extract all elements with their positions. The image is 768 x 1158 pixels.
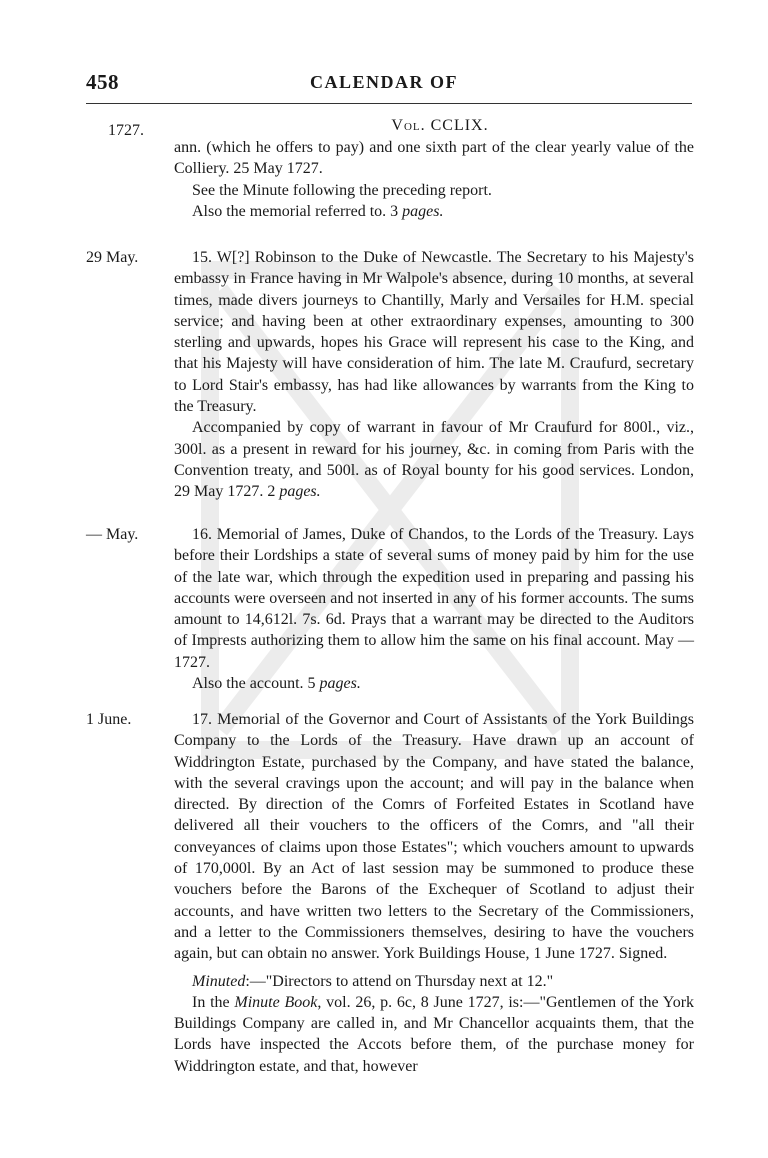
minute-note: Minuted:—"Directors to attend on Thursday next at 12." — [192, 972, 554, 990]
entry-date: 29 May. — [86, 249, 139, 266]
continuation-enclosure: Also the memorial referred to. 3 pages. — [192, 202, 444, 220]
volume-number: CCLIX. — [430, 117, 489, 134]
entry-enclosure: Also the account. 5 pages. — [192, 675, 361, 693]
minute-book-extract: In the Minute Book, vol. 26, p. 6c, 8 June 1727, is:—"Gentlemen of the York Buildings Company are called in, and Mr Chancellor acquaints them, that the Lords have inspected the Accots before them, of the purchase money for Widdrington estate, and that, however — [174, 993, 695, 1075]
entry-paragraph: 17. Memorial of the Governor and Court of Assistants of the York Buildings Company to the Lords of the Treasury. Have drawn up an account of Widdrington Estate, purchased by the Company, and have stated the balance, with the several cravings upon the account; and will pay in the balance when directed. By direction of the Comrs of Forfeited Estates in Scotland have delivered all their vouchers to the officers of the Comrs, and "all their conveyances of claims upon those Estates"; which vouchers amount to upwards of 170,000l. By an Act of last session may be summoned to produce these vouchers before the Barons of the Exchequer of Scotland to adjust their accounts, and have written two letters to the Secretary of the Commissioners, and a letter to the Commissioners themselves, desiring to have the vouchers again, but can obtain no answer. York Buildings House, 1 June 1727. Signed. — [174, 711, 694, 963]
entry-date: — May. — [86, 526, 139, 543]
entry-enclosure: Accompanied by copy of warrant in favour of Mr Craufurd for 800l., viz., 300l. as a present in reward for his journey, &c. in coming from Paris with the Convention treaty, and 500l. as of Royal bounty for his good services. London, 29 May 1727. 2 pages. — [174, 419, 694, 501]
year-marker: 1727. — [108, 122, 144, 139]
volume-heading — [0, 117, 768, 135]
continuation-paragraph: ann. (which he offers to pay) and one sixth part of the clear yearly value of the Colliery. 25 May 1727. — [174, 139, 694, 178]
page-number: 458 — [86, 70, 119, 94]
entry-paragraph: 16. Memorial of James, Duke of Chandos, to the Lords of the Treasury. Lays before their Lordships a state of several sums of money paid by him for the use of the late war, which through the expedition used in preparing and passing his accounts were overseen and not inserted in any of his former accounts. The sums amount to 14,612l. 7s. 6d. Prays that a warrant may be directed to the Auditors of Imprests authorizing them to allow him the same on his final account. May — 1727. — [174, 526, 694, 671]
entry-date: 1 June. — [86, 711, 132, 728]
volume-prefix: Vol. — [391, 117, 426, 134]
running-head: CALENDAR OF — [309, 72, 458, 92]
continuation-note: See the Minute following the preceding report. — [192, 181, 492, 199]
entry-paragraph: 15. W[?] Robinson to the Duke of Newcastle. The Secretary to his Majesty's embassy in France having in Mr Walpole's absence, during 10 months, at several times, made divers journeys to Chantilly, Marly and Versailes for H.M. special service; and having been at other extraordinary expenses, amounting to 300 sterling and upwards, hopes his Grace will represent his case to the King, and that his Majesty will have consideration of him. The late M. Craufurd, secretary to Lord Stair's embassy, has had like allowances by warrants from the King to the Treasury. — [174, 249, 694, 416]
header-divider — [86, 103, 692, 104]
